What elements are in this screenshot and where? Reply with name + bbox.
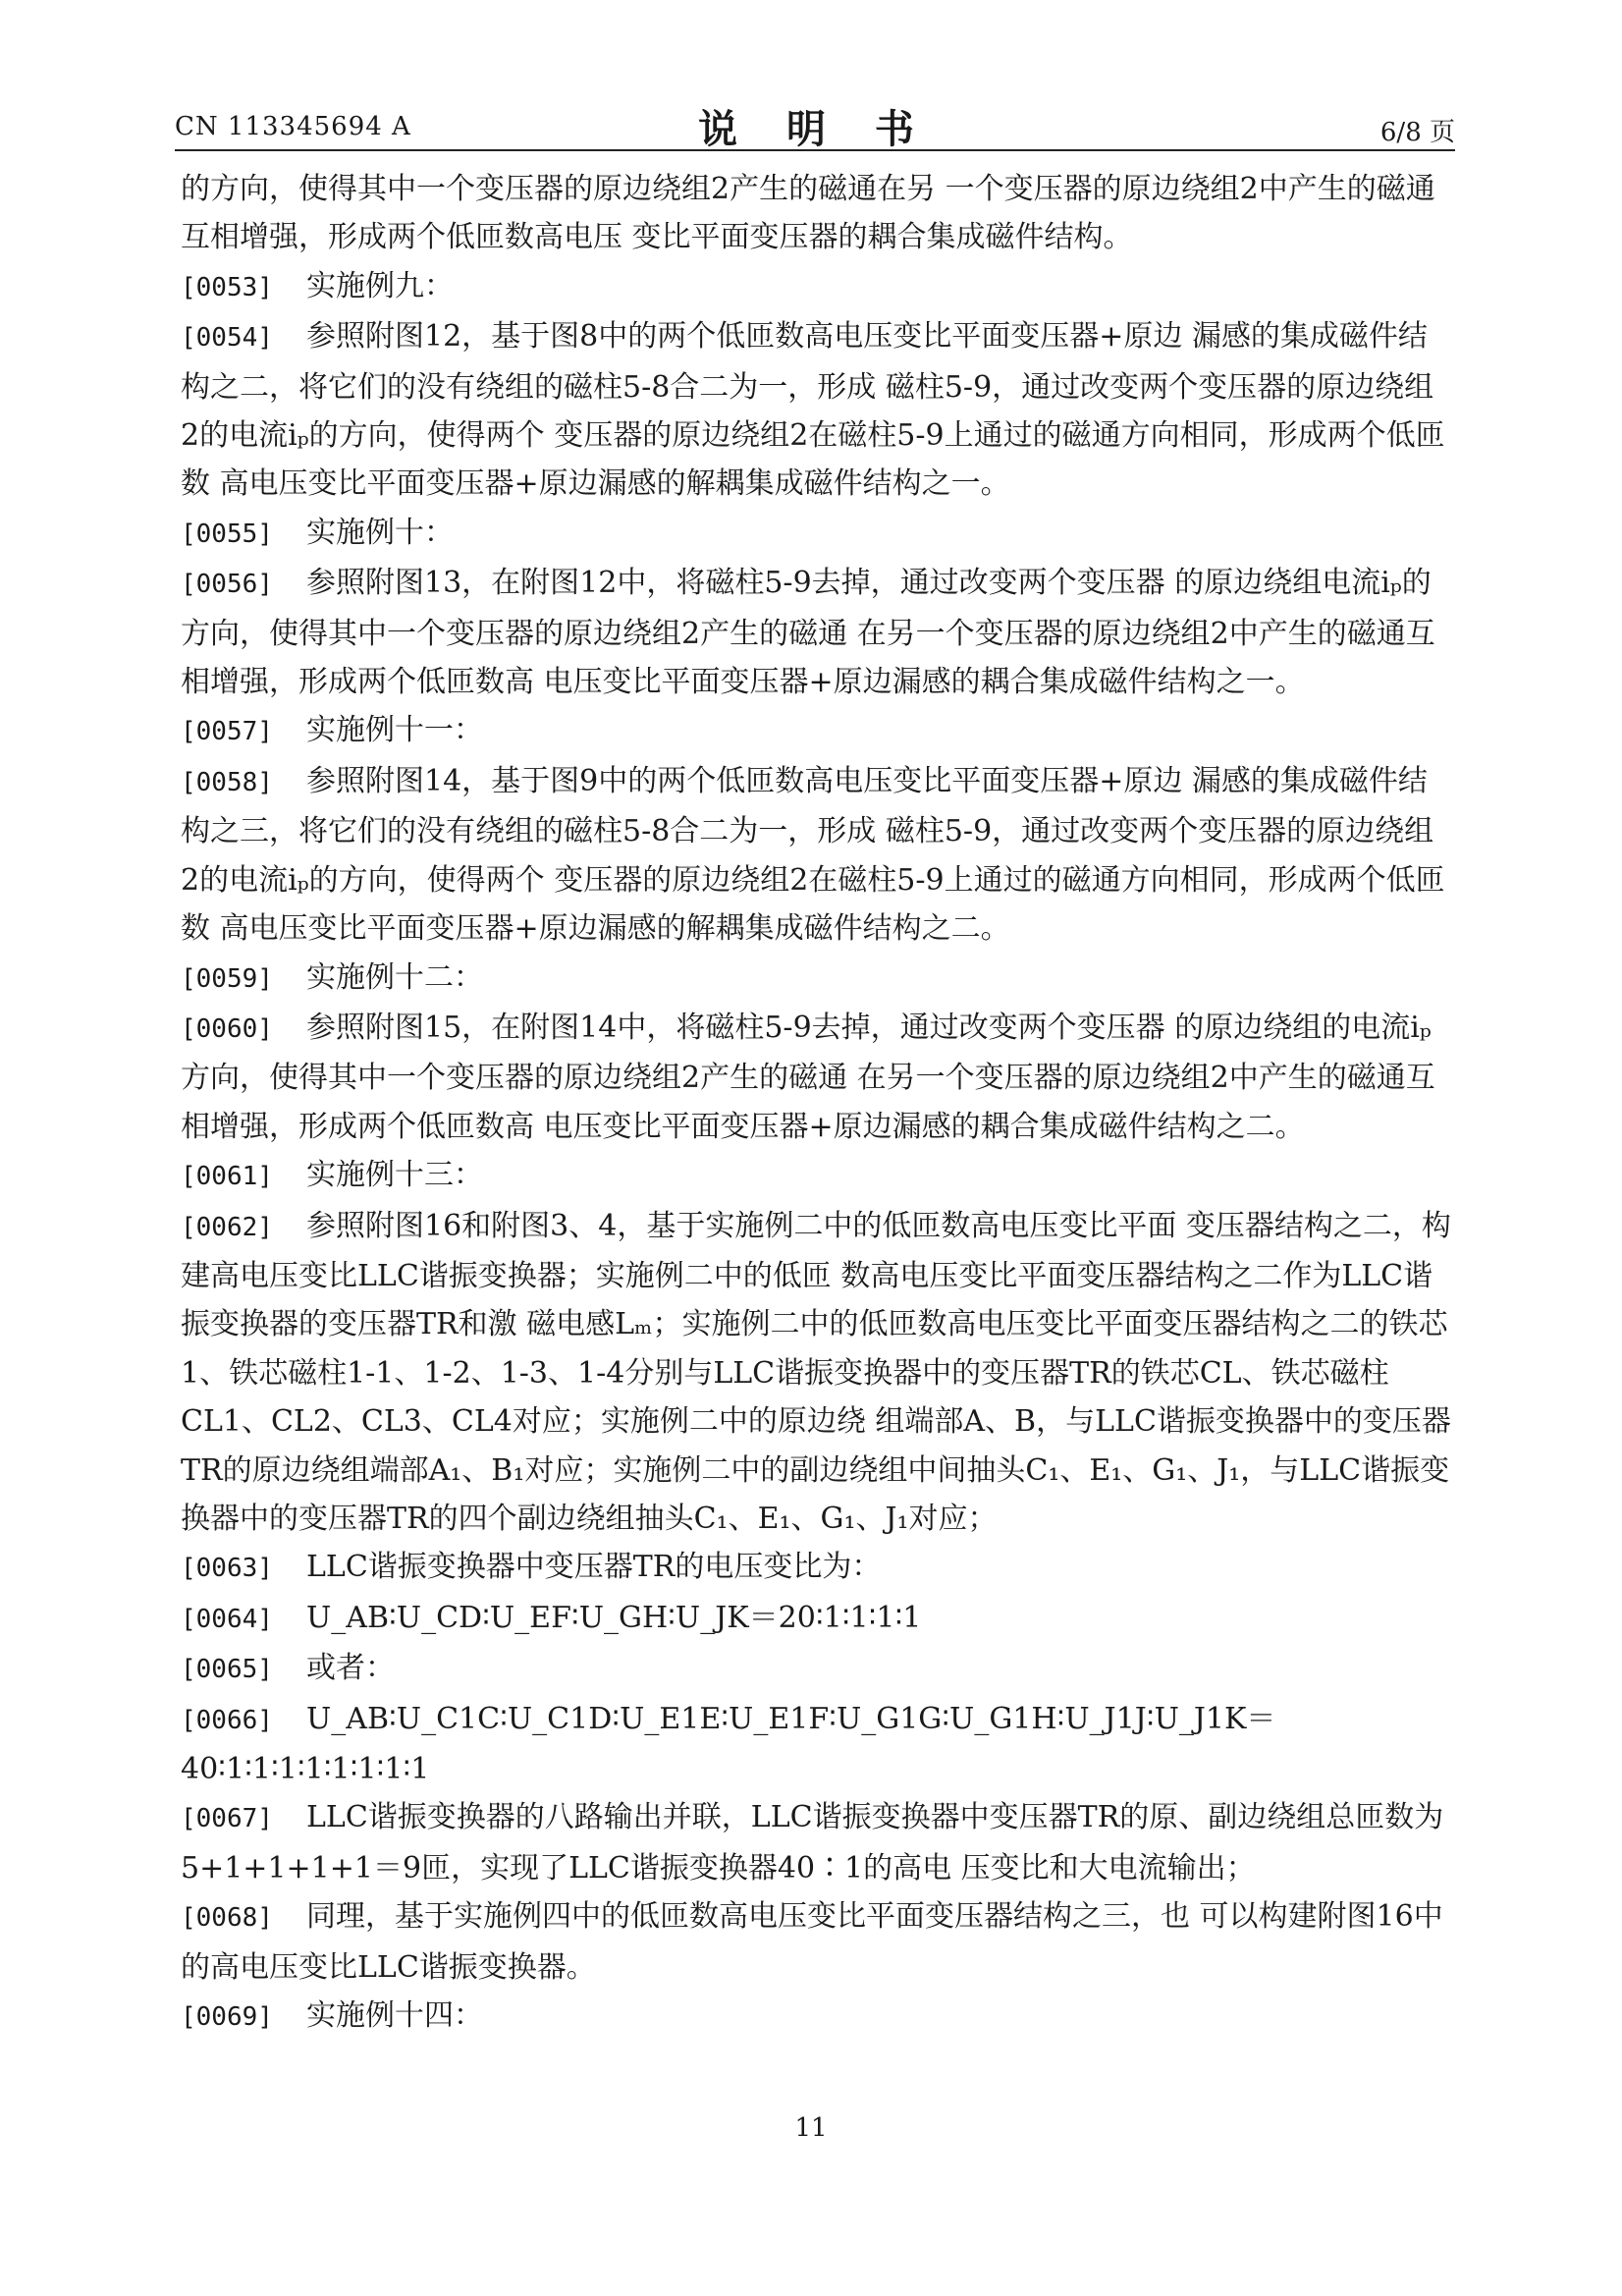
publication-number: CN 113345694 A — [175, 112, 411, 141]
paragraph: [0064] U_AB∶U_CD∶U_EF∶U_GH∶U_JK＝20∶1∶1∶1∶1 — [181, 1594, 1451, 1644]
paragraph-number: [0057] — [181, 717, 273, 747]
document-body — [181, 165, 1451, 2091]
paragraph: [0061] 实施例十三： — [181, 1151, 1451, 1201]
paragraph — [181, 2042, 1451, 2090]
document-title: 说 明 书 — [698, 106, 932, 152]
paragraph: [0053] 实施例九： — [181, 262, 1451, 312]
paragraph-number: [0067] — [181, 1804, 273, 1834]
paragraph-number: [0063] — [181, 1554, 273, 1584]
paragraph-number: [0060] — [181, 1013, 273, 1044]
paragraph: [0057] 实施例十一： — [181, 706, 1451, 756]
paragraph: [0055] 实施例十： — [181, 509, 1451, 559]
paragraph: [0068] 同理，基于实施例四中的低匝数高电压变比平面变压器结构之三，也 可以构建附图16中的高电压变比LLC谐振变换器。 — [181, 1892, 1451, 1992]
paragraph: [0066] U_AB∶U_C1C∶U_C1D∶U_E1E∶U_E1F∶U_G1G∶U_G1H∶U_J1J∶U_J1K＝40∶1∶1∶1∶1∶1∶1∶1∶1 — [181, 1695, 1451, 1794]
paragraph: 的方向，使得其中一个变压器的原边绕组2产生的磁通在另 一个变压器的原边绕组2中产生的磁通互相增强，形成两个低匝数高电压 变比平面变压器的耦合集成磁件结构。 — [181, 172, 1435, 255]
paragraph-number: [0053] — [181, 272, 273, 302]
header-rule — [175, 149, 1455, 151]
page-of-total: 6/8 页 — [1379, 118, 1455, 147]
paragraph-number: [0055] — [181, 519, 273, 549]
paragraph-number: [0064] — [181, 1604, 273, 1634]
paragraph: [0067] LLC谐振变换器的八路输出并联，LLC谐振变换器中变压器TR的原、副边绕组总匝数为5+1+1+1+1＝9匝，实现了LLC谐振变换器40∶1的高电 压变比和大电流输出； — [181, 1793, 1451, 1892]
page-number: 11 — [794, 2113, 828, 2143]
page-header — [175, 98, 1455, 152]
paragraph: [0063] LLC谐振变换器中变压器TR的电压变比为： — [181, 1543, 1451, 1593]
paragraph: [0059] 实施例十二： — [181, 954, 1451, 1004]
paragraph: [0060] 参照附图15，在附图14中，将磁柱5-9去掉，通过改变两个变压器 的原边绕组的电流iₚ方向，使得其中一个变压器的原边绕组2产生的磁通 在另一个变压器的原边绕组2中产生的磁通互相增强，形成两个低匝数高 电压变比平面变压器+原边漏感的耦合集成磁件结构之二。 — [181, 1004, 1451, 1151]
paragraph: [0065] 或者： — [181, 1644, 1451, 1694]
paragraph: [0054] 参照附图12，基于图8中的两个低匝数高电压变比平面变压器+原边 漏感的集成磁件结构之二，将它们的没有绕组的磁柱5-8合二为一，形成 磁柱5-9，通过改变两个变压器的原边绕组2的电流iₚ的方向，使得两个 变压器的原边绕组2在磁柱5-9上通过的磁通方向相同，形成两个低匝数 高电压变比平面变压器+原边漏感的解耦集成磁件结构之一。 — [181, 312, 1451, 509]
paragraph-number: [0056] — [181, 570, 273, 600]
paragraph-number: [0062] — [181, 1212, 273, 1242]
paragraph-number: [0068] — [181, 1903, 273, 1934]
paragraph-number: [0054] — [181, 323, 273, 354]
paragraph: [0069] 实施例十四： — [181, 1992, 1451, 2042]
paragraph-number: [0058] — [181, 767, 273, 797]
paragraph-number: [0059] — [181, 963, 273, 994]
paragraph-number: [0065] — [181, 1655, 273, 1685]
paragraph: [0058] 参照附图14，基于图9中的两个低匝数高电压变比平面变压器+原边 漏感的集成磁件结构之三，将它们的没有绕组的磁柱5-8合二为一，形成 磁柱5-9，通过改变两个变压器的原边绕组2的电流iₚ的方向，使得两个 变压器的原边绕组2在磁柱5-9上通过的磁通方向相同，形成两个低匝数 高电压变比平面变压器+原边漏感的解耦集成磁件结构之二。 — [181, 757, 1451, 954]
paragraph-number: [0069] — [181, 2002, 273, 2033]
paragraph-number: [0061] — [181, 1162, 273, 1192]
paragraph: [0062] 参照附图16和附图3、4，基于实施例二中的低匝数高电压变比平面 变压器结构之二，构建高电压变比LLC谐振变换器；实施例二中的低匝 数高电压变比平面变压器结构之二作为LLC谐振变换器的变压器TR和激 磁电感Lₘ；实施例二中的低匝数高电压变比平面变压器结构之二的铁芯 1、铁芯磁柱1-1、1-2、1-3、1-4分别与LLC谐振变换器中的变压器TR的铁芯CL、铁芯磁柱CL1、CL2、CL3、CL4对应；实施例二中的原边绕 组端部A、B，与LLC谐振变换器中的变压器TR的原边绕组端部A₁、B₁对应；实施例二中的副边绕组中间抽头C₁、E₁、G₁、J₁，与LLC谐振变 换器中的变压器TR的四个副边绕组抽头C₁、E₁、G₁、J₁对应； — [181, 1202, 1451, 1544]
paragraph: [0056] 参照附图13，在附图12中，将磁柱5-9去掉，通过改变两个变压器 的原边绕组电流iₚ的方向，使得其中一个变压器的原边绕组2产生的磁通 在另一个变压器的原边绕组2中产生的磁通互相增强，形成两个低匝数高 电压变比平面变压器+原边漏感的耦合集成磁件结构之一。 — [181, 559, 1451, 706]
paragraph-number: [0066] — [181, 1705, 273, 1735]
